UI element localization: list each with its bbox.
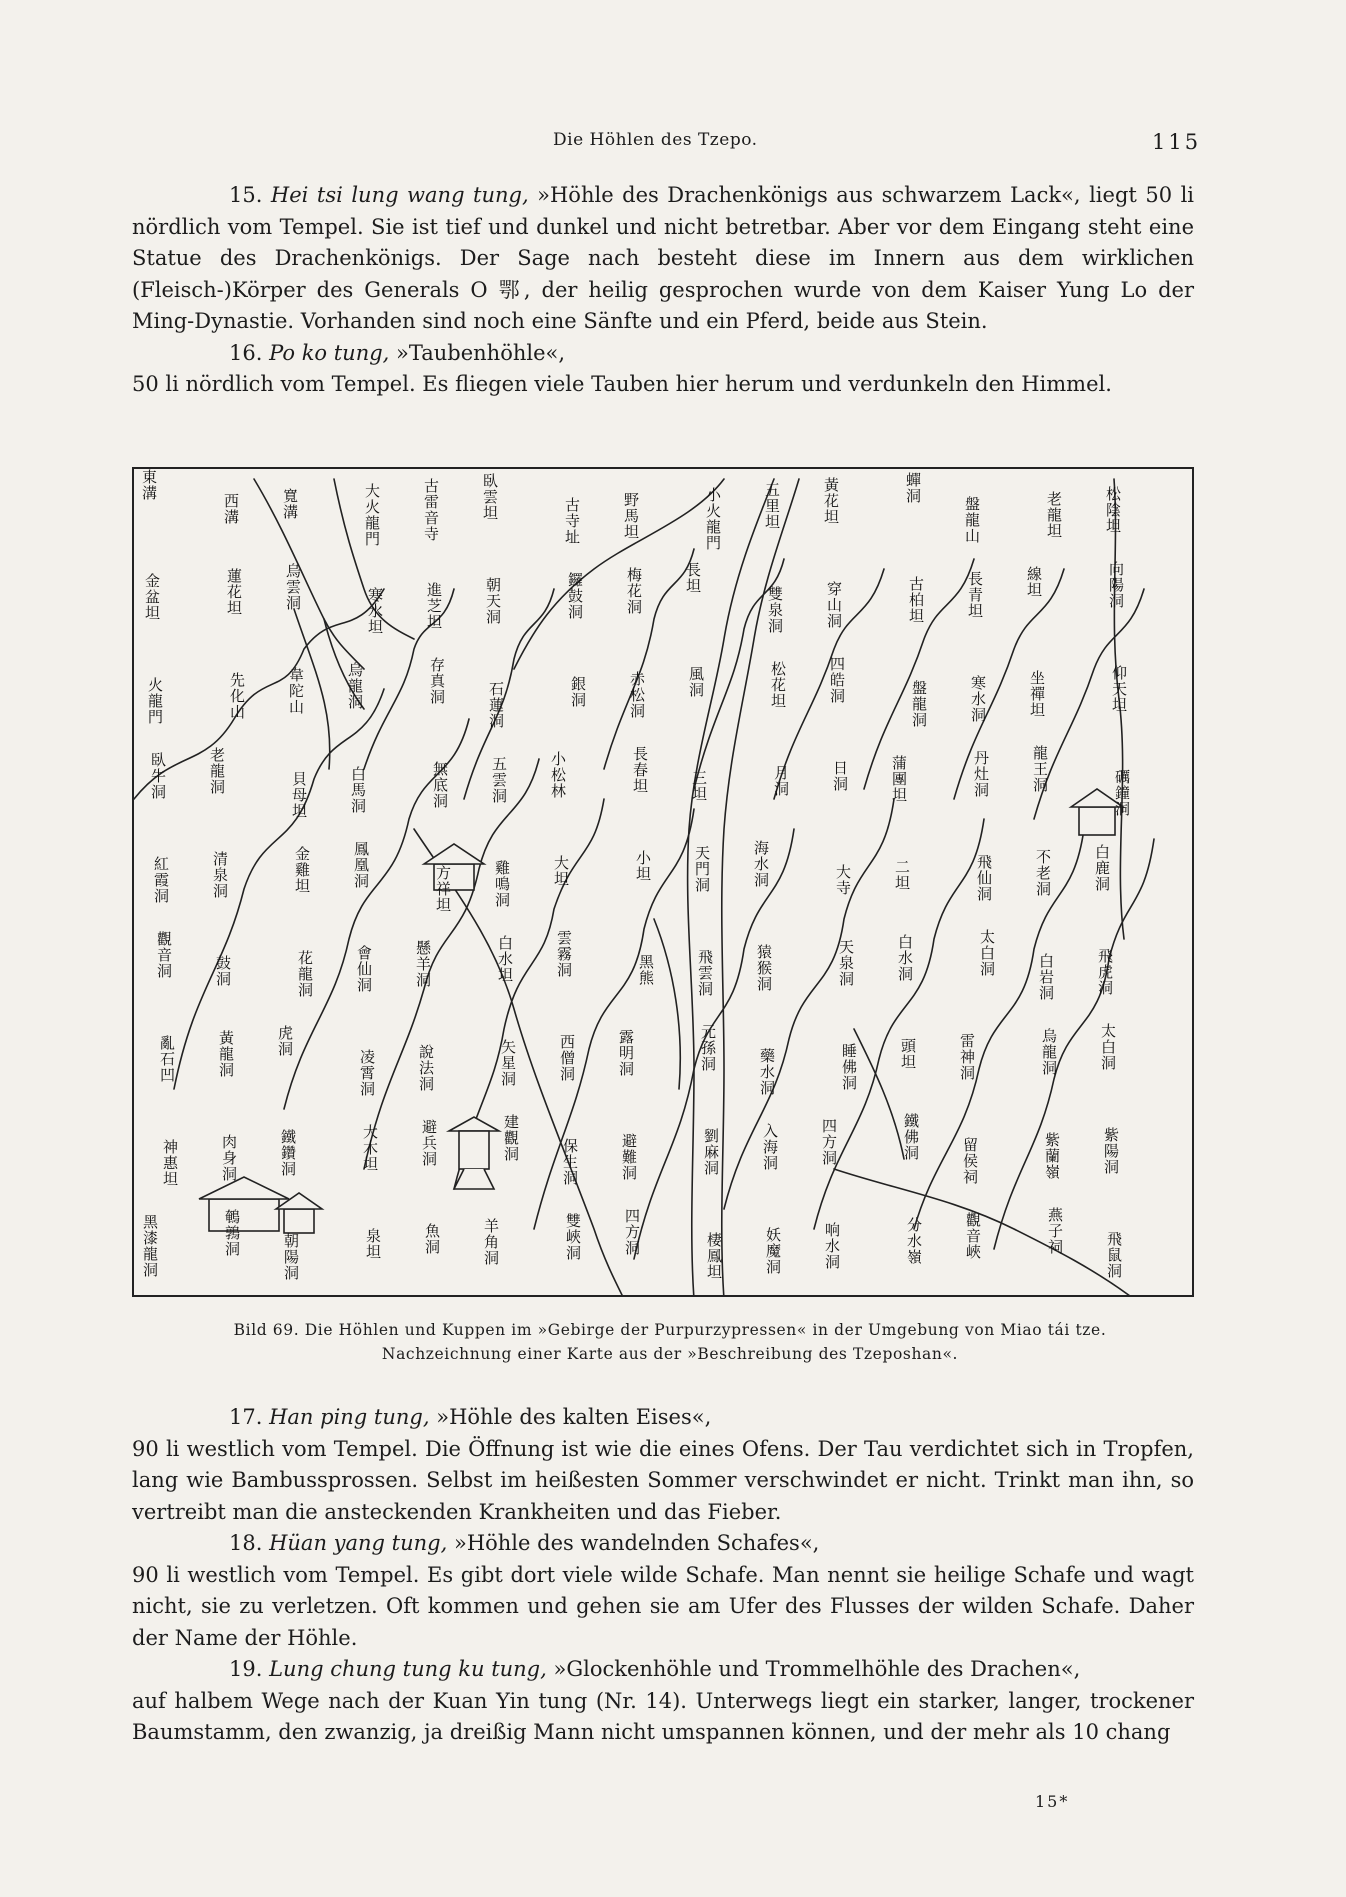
map-label: 棲鳳坦 bbox=[705, 1232, 723, 1280]
map-label: 老龍坦 bbox=[1045, 491, 1063, 539]
paragraph-19 bbox=[132, 1654, 1194, 1686]
map-label: 礪鐘洞 bbox=[1113, 769, 1131, 817]
entry-text: »Taubenhöhle«, bbox=[389, 340, 566, 365]
map-label: 入海洞 bbox=[761, 1123, 779, 1171]
map-label: 太白洞 bbox=[1099, 1023, 1117, 1071]
map-label: 蓮花坦 bbox=[225, 568, 243, 616]
map-label: 泉坦 bbox=[364, 1228, 382, 1260]
text-section-top bbox=[132, 180, 1194, 401]
map-label: 雞鳴洞 bbox=[493, 860, 511, 908]
map-label: 小火龍門 bbox=[704, 487, 722, 551]
map-label: 羊角洞 bbox=[482, 1218, 500, 1266]
map-label: 花龍洞 bbox=[296, 950, 314, 998]
map-label: 火龍門 bbox=[146, 677, 164, 725]
entry-text: »Glockenhöhle und Trommelhöhle des Drachen«, bbox=[546, 1657, 1081, 1681]
map-label: 臥牛洞 bbox=[149, 752, 167, 800]
map-label: 海水洞 bbox=[752, 840, 770, 888]
map-label: 老龍洞 bbox=[208, 747, 226, 795]
map-label: 矢星洞 bbox=[499, 1039, 517, 1087]
map-label: 四方洞 bbox=[623, 1208, 641, 1256]
map-label: 烏龍洞 bbox=[1040, 1028, 1058, 1076]
map-label: 五雲洞 bbox=[490, 756, 508, 804]
map-label: 無底洞 bbox=[431, 761, 449, 809]
map-label: 頭坦 bbox=[899, 1038, 917, 1070]
map-label: 寒水坦 bbox=[366, 587, 384, 635]
map-label: 清泉洞 bbox=[211, 851, 229, 899]
map-label: 建觀洞 bbox=[502, 1114, 520, 1162]
map-label: 鐵鑽洞 bbox=[279, 1129, 297, 1177]
map-label: 虎洞 bbox=[276, 1025, 294, 1057]
map-label: 銀洞 bbox=[569, 676, 587, 708]
map-label: 烏雲洞 bbox=[284, 563, 302, 611]
map-label: 紅霞洞 bbox=[152, 856, 170, 904]
entry-text: »Höhle des wandelnden Schafes«, bbox=[447, 1531, 820, 1555]
caption-line-1: Bild 69. Die Höhlen und Kuppen im »Gebirge der Purpurzypressen« in der Umgebung von Miao tái tze. bbox=[233, 1321, 1107, 1339]
map-label: 先化山 bbox=[228, 672, 246, 720]
map-label: 松陰坦 bbox=[1104, 486, 1122, 534]
map-label: 長坦 bbox=[684, 562, 702, 594]
map-label: 黑漆龍洞 bbox=[141, 1214, 159, 1278]
map-label: 保生洞 bbox=[561, 1138, 579, 1186]
map-label: 坐禪坦 bbox=[1028, 670, 1046, 718]
page-number: 115 bbox=[1152, 130, 1202, 154]
map-label: 藥水洞 bbox=[758, 1048, 776, 1096]
map-label: 西溝 bbox=[222, 493, 240, 525]
paragraph-19-continued: auf halbem Wege nach der Kuan Yin tung (Nr. 14). Unterwegs liegt ein starker, langer, trockener Baumstamm, den zwanzig, ja dreißig Mann nicht umspannen können, und der mehr als 10 chang bbox=[132, 1688, 1194, 1744]
map-label: 穿山洞 bbox=[825, 581, 843, 629]
map-label: 黃龍洞 bbox=[217, 1030, 235, 1078]
map-label: 避難洞 bbox=[620, 1133, 638, 1181]
map-label: 天泉洞 bbox=[837, 939, 855, 987]
map-label: 不老洞 bbox=[1034, 849, 1052, 897]
map-label: 飛虎洞 bbox=[1096, 948, 1114, 996]
map-label: 大木坦 bbox=[361, 1124, 379, 1172]
map-label: 寒水洞 bbox=[969, 675, 987, 723]
entry-text: »Höhle des kalten Eises«, bbox=[429, 1405, 712, 1429]
map-label: 大寺 bbox=[834, 864, 852, 896]
map-label: 紫蘭嶺 bbox=[1043, 1132, 1061, 1180]
map-label: 古寺址 bbox=[563, 497, 581, 545]
map-label: 妖魔洞 bbox=[764, 1227, 782, 1275]
map-label: 大火龍門 bbox=[363, 483, 381, 547]
map-label: 魚洞 bbox=[423, 1223, 441, 1255]
map-label: 長青坦 bbox=[966, 571, 984, 619]
map-label: 白水坦 bbox=[496, 935, 514, 983]
cave-name: Han ping tung, bbox=[269, 1405, 430, 1429]
map-label: 二坦 bbox=[893, 859, 911, 891]
map-label: 野馬坦 bbox=[622, 492, 640, 540]
map-label: 响水洞 bbox=[823, 1222, 841, 1270]
entry-number: 19. bbox=[229, 1657, 263, 1681]
map-label: 方祥坦 bbox=[434, 865, 452, 913]
map-label: 鳳凰洞 bbox=[352, 841, 370, 889]
map-label: 四方洞 bbox=[820, 1118, 838, 1166]
map-label: 風洞 bbox=[687, 666, 705, 698]
map-label: 仰天坦 bbox=[1110, 665, 1128, 713]
map-label: 鵪鶉洞 bbox=[223, 1209, 241, 1257]
map-label: 凌霄洞 bbox=[358, 1049, 376, 1097]
map-label: 韋陀山 bbox=[287, 667, 305, 715]
map-label: 蒲團坦 bbox=[890, 755, 908, 803]
map-label: 懸羊洞 bbox=[414, 940, 432, 988]
caption-line-2: Nachzeichnung einer Karte aus der »Beschreibung des Tzeposhan«. bbox=[381, 1345, 959, 1363]
map-label: 黃花坦 bbox=[822, 477, 840, 525]
map-label: 蟬洞 bbox=[904, 472, 922, 504]
text-section-bottom bbox=[132, 1402, 1194, 1749]
map-label: 雷神洞 bbox=[958, 1033, 976, 1081]
map-label: 觀音洞 bbox=[155, 931, 173, 979]
map-label: 烏龍洞 bbox=[346, 662, 364, 710]
map-label: 赤松洞 bbox=[628, 671, 646, 719]
map-label: 飛仙洞 bbox=[975, 854, 993, 902]
map-label: 元孫洞 bbox=[699, 1024, 717, 1072]
paragraph-17 bbox=[132, 1402, 1194, 1434]
map-label: 貝母坦 bbox=[290, 771, 308, 819]
map-label: 小坦 bbox=[634, 850, 652, 882]
map-label: 東溝 bbox=[140, 469, 158, 501]
map-label: 四皓洞 bbox=[828, 656, 846, 704]
map-label: 線坦 bbox=[1025, 566, 1043, 598]
map-label: 龍王洞 bbox=[1031, 745, 1049, 793]
map-label: 睡佛洞 bbox=[840, 1043, 858, 1091]
map-figure bbox=[132, 467, 1194, 1297]
map-label: 大坦 bbox=[552, 855, 570, 887]
paragraph-18 bbox=[132, 1528, 1194, 1560]
map-label: 分水嶺 bbox=[905, 1217, 923, 1265]
map-label: 金雞坦 bbox=[293, 846, 311, 894]
map-label: 盤龍山 bbox=[963, 496, 981, 544]
map-label: 梅花洞 bbox=[625, 567, 643, 615]
figure-caption bbox=[150, 1318, 1190, 1366]
map-label: 雲霧洞 bbox=[555, 930, 573, 978]
paragraph-16 bbox=[132, 338, 1194, 370]
map-label: 朝天洞 bbox=[484, 577, 502, 625]
map-label: 寬溝 bbox=[281, 488, 299, 520]
map-label: 天門洞 bbox=[693, 845, 711, 893]
map-label: 黑熊 bbox=[637, 954, 655, 986]
map-label: 松花坦 bbox=[769, 661, 787, 709]
map-label: 亂石凹 bbox=[158, 1035, 176, 1083]
map-label: 神惠坦 bbox=[161, 1139, 179, 1187]
entry-number: 15. bbox=[229, 183, 263, 207]
paragraph-17-continued: 90 li westlich vom Tempel. Die Öffnung ist wie die eines Ofens. Der Tau verdichtet sich in Tropfen, lang wie Bambussprossen. Selbst im heißesten Sommer verschwindet er nicht. Trinkt man ihn, so vertreibt man die ansteckenden Krankheiten und das Fieber. bbox=[132, 1436, 1194, 1524]
map-label: 露明洞 bbox=[617, 1029, 635, 1077]
map-label: 臥雲坦 bbox=[481, 473, 499, 521]
map-label: 避兵洞 bbox=[420, 1119, 438, 1167]
cave-name: Hüan yang tung, bbox=[269, 1531, 448, 1555]
map-label: 盤龍洞 bbox=[910, 680, 928, 728]
map-label: 肉身洞 bbox=[220, 1134, 238, 1182]
map-label: 朝陽洞 bbox=[282, 1233, 300, 1281]
entry-number: 16. bbox=[229, 340, 263, 365]
signature-mark: 15* bbox=[1035, 1792, 1070, 1811]
map-label: 留侯祠 bbox=[961, 1137, 979, 1185]
map-label: 燕子祠 bbox=[1046, 1207, 1064, 1255]
map-label: 白鹿洞 bbox=[1093, 844, 1111, 892]
map-label: 會仙洞 bbox=[355, 945, 373, 993]
map-label: 月洞 bbox=[772, 765, 790, 797]
map-label: 古雷音寺 bbox=[422, 478, 440, 542]
paragraph-15 bbox=[132, 180, 1194, 338]
map-label: 鐵佛洞 bbox=[902, 1113, 920, 1161]
map-label: 三坦 bbox=[690, 770, 708, 802]
map-label: 日洞 bbox=[831, 760, 849, 792]
map-label: 紫陽洞 bbox=[1102, 1127, 1120, 1175]
map-label: 五里坦 bbox=[763, 482, 781, 530]
map-label: 飛鼠洞 bbox=[1105, 1231, 1123, 1279]
cave-name: Po ko tung, bbox=[269, 340, 390, 365]
map-label: 進芝坦 bbox=[425, 582, 443, 630]
cave-name: Lung chung tung ku tung, bbox=[269, 1657, 547, 1681]
map-label: 鑼鼓洞 bbox=[566, 572, 584, 620]
map-label: 說法洞 bbox=[417, 1044, 435, 1092]
map-label: 劉麻洞 bbox=[702, 1128, 720, 1176]
entry-number: 18. bbox=[229, 1531, 263, 1555]
map-label: 太白洞 bbox=[978, 929, 996, 977]
map-label: 白馬洞 bbox=[349, 766, 367, 814]
map-label: 存真洞 bbox=[428, 657, 446, 705]
map-label: 雙泉洞 bbox=[766, 586, 784, 634]
map-label: 鼓洞 bbox=[214, 955, 232, 987]
map-label: 長春坦 bbox=[631, 746, 649, 794]
entry-number: 17. bbox=[229, 1405, 263, 1429]
map-label: 金盆坦 bbox=[143, 573, 161, 621]
map-label: 雙峽洞 bbox=[564, 1213, 582, 1261]
map-label: 向陽洞 bbox=[1107, 561, 1125, 609]
map-label: 飛雲洞 bbox=[696, 949, 714, 997]
map-label: 西僧洞 bbox=[558, 1034, 576, 1082]
map-label: 白岩洞 bbox=[1037, 953, 1055, 1001]
map-label: 白水洞 bbox=[896, 934, 914, 982]
paragraph-18-continued: 90 li westlich vom Tempel. Es gibt dort viele wilde Schafe. Man nennt sie heilige Schafe und wagt nicht, sie zu verletzen. Oft kommen und gehen sie am Ufer des Flusses der wilden Schafe. Daher der Name der Höhle. bbox=[132, 1562, 1194, 1650]
page-header bbox=[0, 130, 1346, 160]
cave-name: Hei tsi lung wang tung, bbox=[270, 183, 529, 207]
map-label: 古柏坦 bbox=[907, 576, 925, 624]
running-title: Die Höhlen des Tzepo. bbox=[553, 130, 758, 150]
map-label: 丹灶洞 bbox=[972, 750, 990, 798]
map-label: 觀音峽 bbox=[964, 1212, 982, 1260]
paragraph-16-continued: 50 li nördlich vom Tempel. Es fliegen viele Tauben hier herum und verdunkeln den Himmel. bbox=[132, 372, 1112, 396]
entry-text: »Höhle des Drachenkönigs aus schwarzem Lack«, liegt 50 li nördlich vom Tempel. Sie ist tief und dunkel und nicht betretbar. Aber vor dem Eingang steht eine Statue des Drachenkönigs. Der Sage nach besteht diese im Innern aus dem wirklichen (Fleisch-)Körper des Generals O 鄂, der heilig gesprochen wurde von dem Kaiser Yung Lo der Ming-Dynastie. Vorhanden sind noch eine Sänfte und ein Pferd, beide aus Stein. bbox=[132, 183, 1195, 333]
map-label: 小松林 bbox=[549, 751, 567, 799]
map-label: 猿猴洞 bbox=[755, 944, 773, 992]
map-label: 石蓮洞 bbox=[487, 681, 505, 729]
